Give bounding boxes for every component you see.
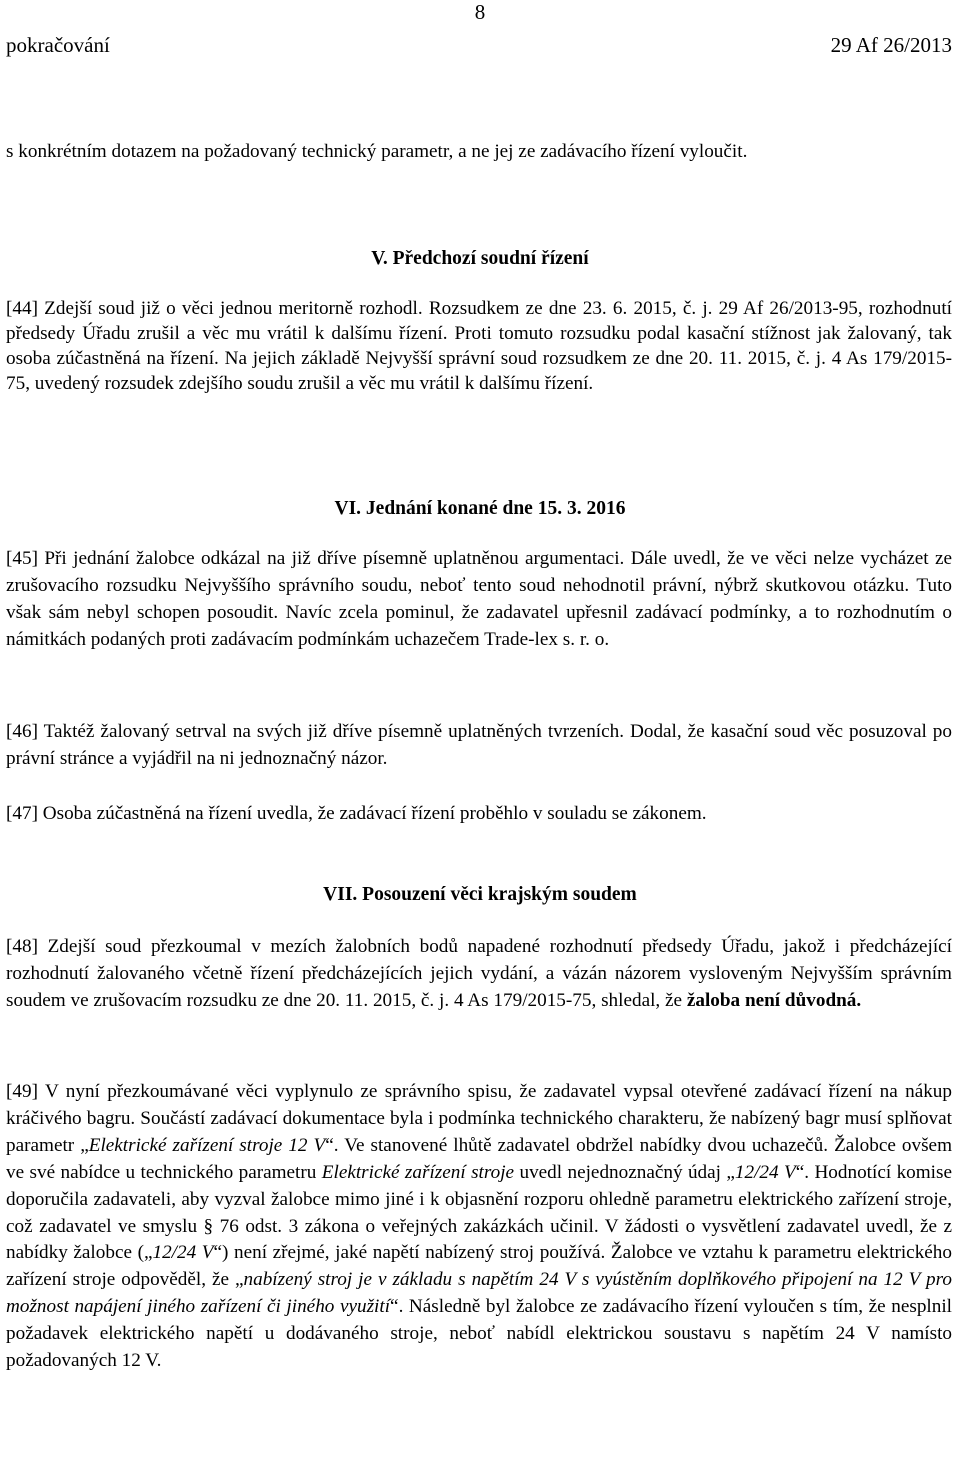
p49-seg1: [49] V nyní přezkoumávané věci vyplynulo ze správního spisu, že zadavatel vypsal otevřené zadávací řízení na nákup kráčivého bagru. Součástí zadávací dokumentace byla i podmínka technického charakteru, že nabízený bagr musí splňovat parametr „ xyxy=(6,1081,952,1156)
paragraph-45: [45] Při jednání žalobce odkázal na již dříve písemně uplatněnou argumentaci. Dále uvedl, že ve věci nelze vycházet ze zrušovacího rozsudku Nejvyššího správního soudu, neboť tento soud nehodnotil právní, nýbrž skutkovou otázku. Tuto však sám nebyl schopen posoudit. Navíc zcela pominul, že zadavatel upřesnil zadávací podmínky, a to rozhodnutím o námitkách podaných proti zadávacím podmínkám uchazečem Trade-lex s. r. o. xyxy=(6,548,952,650)
paragraph-48 xyxy=(6,934,952,1015)
section-vi-heading: VI. Jednání konané dne 15. 3. 2016 xyxy=(334,498,626,519)
section-vii-heading: VII. Posouzení věci krajským soudem xyxy=(323,884,637,905)
p49-seg4-italic: Elektrické zařízení stroje xyxy=(321,1161,515,1183)
paragraph-48-text: [48] Zdejší soud přezkoumal v mezích žalobních bodů napadené rozhodnutí předsedy Úřadu, jakož i předcházející rozhodnutí žalovaného včetně řízení předcházejících jejich vydání, a vázán názorem vysloveným Nejvyšším správním soudem ve zrušovacím rozsudku ze dne 20. 11. 2015, č. j. 4 As 179/2015-75, shledal, že xyxy=(6,936,952,1011)
p49-seg11: “. Následně byl žalobce ze zadávacího řízení vyloučen s tím, že nesplnil požadavek elektrického napětí u dodávaného stroje, neboť nabídl elektrickou soustavu s napětím 24 V namísto požadovaných 12 V. xyxy=(6,1296,953,1372)
p49-seg9: “) není zřejmé, jaké napětí nabízený stroj používá. Žalobce ve vztahu k parametru elektrického zařízení stroje odpověděl, že „ xyxy=(6,1242,952,1291)
paragraph-48-conclusion: žaloba není důvodná. xyxy=(686,989,862,1011)
p49-seg7: “. Hodnotící komise doporučila zadavateli, aby vyzval žalobce mimo jiné i k objasnění rozporu ohledně parametru elektrického zařízení stroje, což zadavatel ve smyslu § 76 odst. 3 zákona o veřejných zakázkách učinil. V žádosti o vysvětlení zadavatel uvedl, že z nabídky žalobce („ xyxy=(6,1161,952,1264)
paragraph-47: [47] Osoba zúčastněná na řízení uvedla, že zadávací řízení proběhlo v souladu se zákonem. xyxy=(6,803,707,824)
header-continuation: pokračování xyxy=(6,33,110,57)
header-case-number: 29 Af 26/2013 xyxy=(830,33,952,57)
p49-seg5: uvedl nejednoznačný údaj „ xyxy=(514,1161,735,1183)
intro-paragraph: s konkrétním dotazem na požadovaný technický parametr, a ne jej ze zadávacího řízení vyloučit. xyxy=(6,141,748,162)
p49-seg3: “. Ve stanovené lhůtě zadavatel obdržel nabídky dvou uchazečů. Žalobce ovšem ve své nabídce u technického parametru xyxy=(6,1134,952,1183)
section-v-heading: V. Předchozí soudní řízení xyxy=(371,248,589,269)
paragraph-49 xyxy=(6,1079,952,1375)
paragraph-46: [46] Taktéž žalovaný setrval na svých již dříve písemně uplatněných tvrzeních. Dodal, že kasační soud věc posuzoval po právní stránce a vyjádřil na ni jednoznačný názor. xyxy=(6,721,952,769)
p49-seg8-italic: 12/24 V xyxy=(152,1242,214,1264)
paragraph-44: [44] Zdejší soud již o věci jednou meritorně rozhodl. Rozsudkem ze dne 23. 6. 2015, č. j. 29 Af 26/2013-95, rozhodnutí předsedy Úřadu zrušil a věc mu vrátil k dalšímu řízení. Proti tomuto rozsudku podal kasační stížnost jak žalovaný, tak osoba zúčastněná na řízení. Na jejich základě Nejvyšší správní soud rozsudkem ze dne 20. 11. 2015, č. j. 4 As 179/2015-75, uvedený rozsudek zdejšího soudu zrušil a věc mu vrátil k dalšímu řízení. xyxy=(6,298,952,394)
page-number: 8 xyxy=(474,0,486,24)
p49-seg10-italic: nabízený stroj je v základu s napětím 24 V s vyústěním doplňkového připojení na 12 V pro možnost napájení jiného zařízení či jiného využití xyxy=(6,1269,952,1318)
p49-seg6-italic: 12/24 V xyxy=(734,1161,796,1183)
p49-seg2-italic: Elektrické zařízení stroje 12 V xyxy=(88,1134,326,1156)
